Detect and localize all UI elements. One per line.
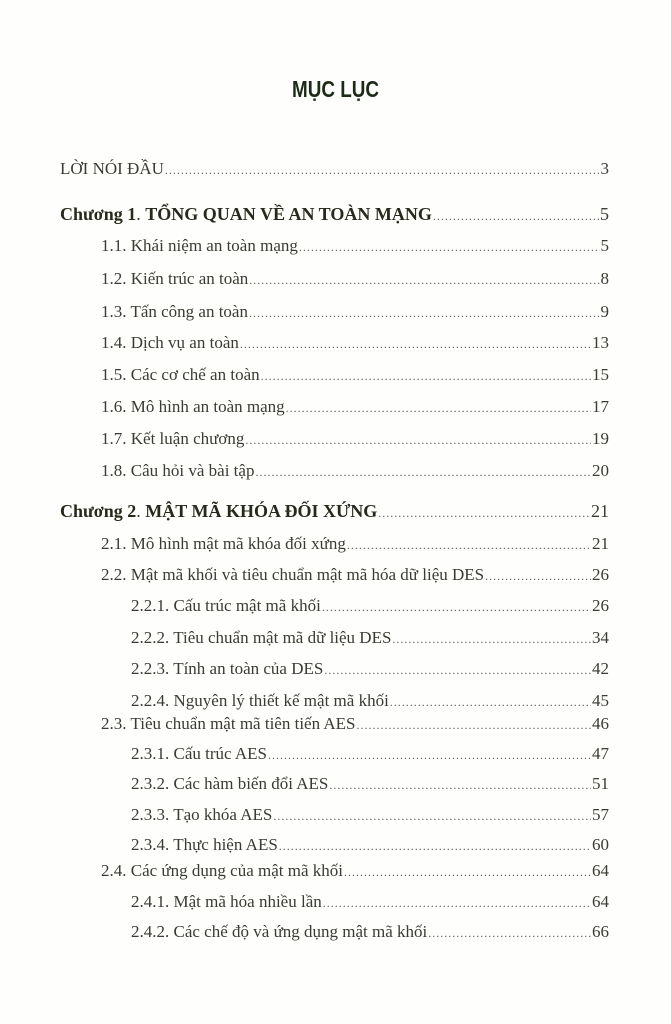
toc-entry[interactable] [131, 690, 609, 713]
page-number: 3 [600, 159, 609, 178]
page-number: 17 [592, 397, 609, 416]
page-number: 20 [592, 461, 609, 480]
dot-leader [357, 714, 591, 736]
page-number: 21 [592, 534, 609, 553]
toc-entry-label [60, 203, 432, 225]
dot-leader [165, 159, 600, 181]
dot-leader [347, 534, 591, 556]
dot-leader [249, 269, 599, 291]
toc-entry[interactable] [131, 743, 609, 766]
page-number: 66 [592, 922, 609, 941]
toc-entry[interactable] [131, 834, 609, 857]
page-number: 8 [600, 269, 609, 288]
dot-leader [273, 805, 591, 827]
toc-chapter-entry[interactable] [60, 203, 609, 227]
page-number: 21 [591, 501, 609, 521]
dot-leader [378, 502, 590, 524]
toc-entry-label: 1.5. Các cơ chế an toàn [101, 365, 260, 384]
toc-entry[interactable] [131, 627, 609, 650]
toc-entry-label: 1.7. Kết luận chương [101, 429, 245, 448]
page-number: 64 [592, 892, 609, 911]
toc-chapter-entry[interactable] [60, 500, 609, 524]
dot-leader [245, 429, 591, 451]
toc-entry[interactable] [101, 564, 609, 587]
page-number: 34 [592, 628, 609, 647]
toc-entry[interactable] [131, 595, 609, 618]
toc-entry[interactable] [131, 804, 609, 827]
dot-leader [392, 628, 591, 650]
toc-entry[interactable] [101, 364, 609, 387]
dot-leader [485, 565, 591, 587]
toc-entry-label: 1.6. Mô hình an toàn mạng [101, 397, 285, 416]
toc-entry[interactable] [131, 921, 609, 944]
page-number: 60 [592, 835, 609, 854]
toc-entry[interactable] [101, 860, 609, 883]
dot-leader [261, 365, 591, 387]
chapter-separator: . [136, 501, 146, 521]
toc-entry-label: 2.3.1. Cấu trúc AES [131, 744, 267, 763]
dot-leader [390, 691, 591, 713]
page-number: 15 [592, 365, 609, 384]
page-number: 26 [592, 565, 609, 584]
page-number: 19 [592, 429, 609, 448]
toc-entry[interactable] [60, 158, 609, 181]
chapter-title: TỔNG QUAN VỀ AN TOÀN MẠNG [145, 204, 432, 224]
toc-entry-label: 2.4.1. Mật mã hóa nhiều lần [131, 892, 322, 911]
dot-leader [323, 892, 591, 914]
toc-entry[interactable] [131, 658, 609, 681]
dot-leader [428, 922, 591, 944]
toc-entry-label: 1.4. Dịch vụ an toàn [101, 333, 239, 352]
chapter-prefix: Chương 2 [60, 501, 137, 521]
page-number: 5 [600, 236, 609, 255]
dot-leader [344, 861, 591, 883]
dot-leader [255, 461, 591, 483]
page-number: 64 [592, 861, 609, 880]
chapter-prefix: Chương 1 [60, 204, 137, 224]
toc-entry-label: 2.3.4. Thực hiện AES [131, 835, 278, 854]
page-number: 42 [592, 659, 609, 678]
toc-entry-label: 2.2.3. Tính an toàn của DES [131, 659, 324, 678]
dot-leader [324, 659, 591, 681]
toc-entry[interactable] [101, 460, 609, 483]
toc-entry[interactable] [101, 396, 609, 419]
toc-entry[interactable] [131, 891, 609, 914]
toc-entry-label: 2.1. Mô hình mật mã khóa đối xứng [101, 534, 346, 553]
toc-entry-label: 2.2.2. Tiêu chuẩn mật mã dữ liệu DES [131, 628, 392, 647]
page-number: 51 [592, 774, 609, 793]
toc-entry-label: 1.2. Kiến trúc an toàn [101, 269, 249, 288]
toc-entry[interactable] [101, 428, 609, 451]
toc-entry-label: LỜI NÓI ĐẦU [60, 159, 164, 178]
toc-entry[interactable] [101, 235, 609, 258]
dot-leader [322, 596, 591, 618]
page-number: 45 [592, 691, 609, 710]
dot-leader [249, 302, 600, 324]
chapter-title: MẬT MÃ KHÓA ĐỐI XỨNG [145, 501, 378, 521]
chapter-separator: . [136, 204, 146, 224]
toc-entry-label: 2.2.1. Cấu trúc mật mã khối [131, 596, 321, 615]
toc-entry-label [60, 500, 377, 522]
toc-entry[interactable] [131, 773, 609, 796]
toc-entry-label: 2.2.4. Nguyên lý thiết kế mật mã khối [131, 691, 389, 710]
dot-leader [299, 236, 600, 258]
page-number: 13 [592, 333, 609, 352]
page-number: 46 [592, 714, 609, 733]
page-number: 5 [600, 204, 609, 224]
toc-entry[interactable] [101, 332, 609, 355]
dot-leader [433, 205, 599, 227]
dot-leader [240, 333, 591, 355]
toc-entry[interactable] [101, 268, 609, 291]
toc-entry-label: 2.3.3. Tạo khóa AES [131, 805, 273, 824]
toc-entry[interactable] [101, 533, 609, 556]
toc-entry-label: 2.4.2. Các chế độ và ứng dụng mật mã khối [131, 922, 428, 941]
dot-leader [286, 397, 591, 419]
page-number: 9 [600, 302, 609, 321]
toc-entry-label: 1.1. Khái niệm an toàn mạng [101, 236, 298, 255]
dot-leader [268, 744, 591, 766]
page-number: 26 [592, 596, 609, 615]
toc-entry[interactable] [101, 301, 609, 324]
page-number: 57 [592, 805, 609, 824]
page-number: 47 [592, 744, 609, 763]
toc-entry-label: 1.3. Tấn công an toàn [101, 302, 248, 321]
toc-entry[interactable] [101, 713, 609, 736]
toc-entry-label: 2.4. Các ứng dụng của mật mã khối [101, 861, 343, 880]
toc-entry-label: 2.3.2. Các hàm biến đổi AES [131, 774, 329, 793]
dot-leader [279, 835, 591, 857]
page-title: MỤC LỤC [292, 76, 379, 102]
toc-entry-label: 2.2. Mật mã khối và tiêu chuẩn mật mã hóa dữ liệu DES [101, 565, 485, 584]
dot-leader [329, 774, 591, 796]
toc-entry-label: 1.8. Câu hỏi và bài tập [101, 461, 255, 480]
toc-entry-label: 2.3. Tiêu chuẩn mật mã tiên tiến AES [101, 714, 356, 733]
